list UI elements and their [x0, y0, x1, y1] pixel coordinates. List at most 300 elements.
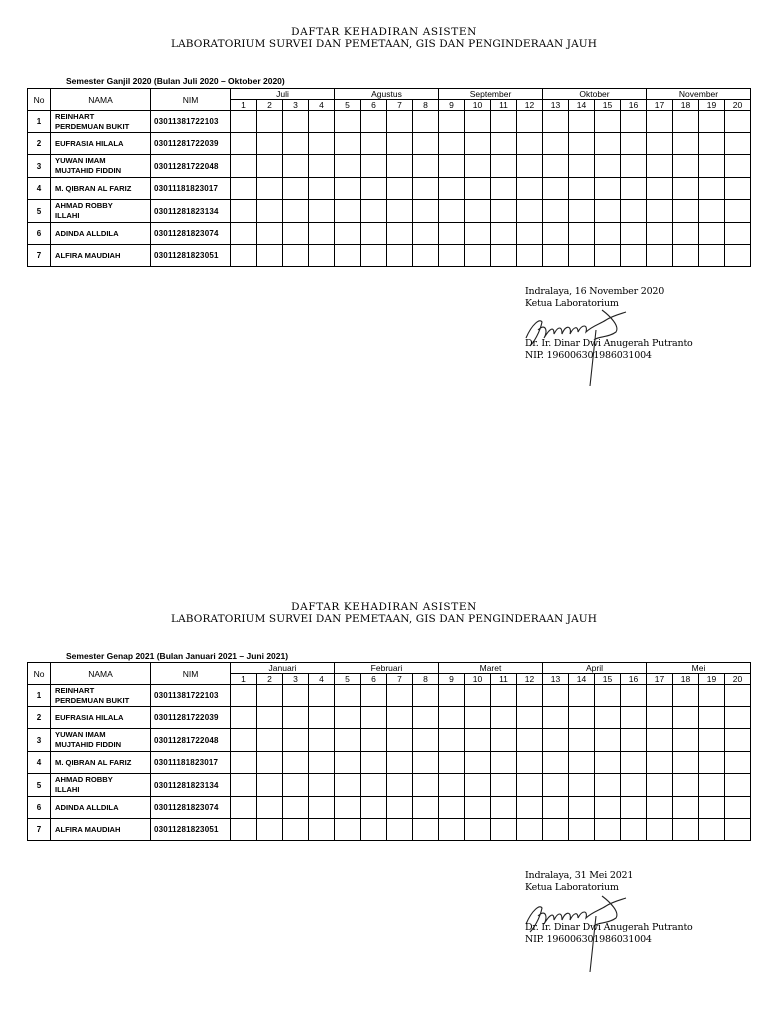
attendance-cell[interactable]: [361, 111, 387, 133]
attendance-cell[interactable]: [569, 155, 595, 178]
attendance-cell[interactable]: [621, 729, 647, 752]
attendance-cell[interactable]: [491, 223, 517, 245]
attendance-cell[interactable]: [595, 155, 621, 178]
attendance-cell[interactable]: [465, 685, 491, 707]
attendance-cell[interactable]: [231, 223, 257, 245]
attendance-cell[interactable]: [673, 774, 699, 797]
attendance-cell[interactable]: [673, 155, 699, 178]
attendance-cell[interactable]: [387, 133, 413, 155]
attendance-cell[interactable]: [413, 223, 439, 245]
row-no: 1: [28, 111, 51, 133]
attendance-cell[interactable]: [465, 178, 491, 200]
attendance-cell[interactable]: [725, 752, 751, 774]
attendance-cell[interactable]: [387, 111, 413, 133]
attendance-cell[interactable]: [725, 155, 751, 178]
attendance-cell[interactable]: [361, 797, 387, 819]
attendance-cell[interactable]: [257, 133, 283, 155]
attendance-cell[interactable]: [439, 797, 465, 819]
attendance-cell[interactable]: [543, 774, 569, 797]
attendance-cell[interactable]: [673, 245, 699, 267]
attendance-cell[interactable]: [699, 111, 725, 133]
attendance-cell[interactable]: [517, 133, 543, 155]
attendance-cell[interactable]: [309, 178, 335, 200]
attendance-cell[interactable]: [569, 685, 595, 707]
attendance-cell[interactable]: [699, 752, 725, 774]
attendance-cell[interactable]: [439, 245, 465, 267]
attendance-cell[interactable]: [569, 819, 595, 841]
attendance-cell[interactable]: [673, 223, 699, 245]
attendance-cell[interactable]: [465, 223, 491, 245]
attendance-cell[interactable]: [543, 200, 569, 223]
attendance-cell[interactable]: [491, 729, 517, 752]
attendance-cell[interactable]: [647, 155, 673, 178]
attendance-cell[interactable]: [309, 223, 335, 245]
attendance-cell[interactable]: [283, 797, 309, 819]
attendance-cell[interactable]: [621, 133, 647, 155]
attendance-cell[interactable]: [413, 111, 439, 133]
attendance-cell[interactable]: [231, 729, 257, 752]
attendance-cell[interactable]: [283, 223, 309, 245]
attendance-cell[interactable]: [543, 155, 569, 178]
row-no: 7: [28, 819, 51, 841]
header-month: Januari: [231, 663, 335, 674]
attendance-cell[interactable]: [283, 178, 309, 200]
attendance-cell[interactable]: [257, 752, 283, 774]
attendance-cell[interactable]: [699, 819, 725, 841]
attendance-cell[interactable]: [699, 685, 725, 707]
attendance-cell[interactable]: [543, 133, 569, 155]
attendance-cell[interactable]: [517, 797, 543, 819]
attendance-cell[interactable]: [569, 729, 595, 752]
attendance-cell[interactable]: [517, 178, 543, 200]
attendance-cell[interactable]: [491, 178, 517, 200]
attendance-cell[interactable]: [725, 819, 751, 841]
attendance-cell[interactable]: [361, 155, 387, 178]
attendance-cell[interactable]: [231, 245, 257, 267]
attendance-cell[interactable]: [543, 223, 569, 245]
attendance-cell[interactable]: [517, 223, 543, 245]
header-week: 10: [465, 674, 491, 685]
attendance-cell[interactable]: [465, 819, 491, 841]
attendance-cell[interactable]: [517, 729, 543, 752]
attendance-cell[interactable]: [361, 685, 387, 707]
attendance-cell[interactable]: [335, 245, 361, 267]
attendance-cell[interactable]: [517, 200, 543, 223]
attendance-cell[interactable]: [491, 774, 517, 797]
attendance-cell[interactable]: [309, 133, 335, 155]
attendance-cell[interactable]: [647, 752, 673, 774]
attendance-cell[interactable]: [361, 774, 387, 797]
attendance-cell[interactable]: [491, 685, 517, 707]
attendance-cell[interactable]: [387, 774, 413, 797]
attendance-cell[interactable]: [595, 729, 621, 752]
attendance-cell[interactable]: [517, 819, 543, 841]
attendance-cell[interactable]: [725, 245, 751, 267]
attendance-cell[interactable]: [647, 729, 673, 752]
attendance-cell[interactable]: [569, 223, 595, 245]
attendance-cell[interactable]: [439, 685, 465, 707]
attendance-cell[interactable]: [595, 245, 621, 267]
attendance-cell[interactable]: [725, 707, 751, 729]
attendance-cell[interactable]: [387, 223, 413, 245]
attendance-cell[interactable]: [699, 133, 725, 155]
header-week: 20: [725, 674, 751, 685]
attendance-cell[interactable]: [309, 707, 335, 729]
attendance-cell[interactable]: [361, 223, 387, 245]
attendance-cell[interactable]: [699, 774, 725, 797]
attendance-cell[interactable]: [517, 752, 543, 774]
signature-block: [525, 870, 693, 945]
attendance-cell[interactable]: [231, 111, 257, 133]
attendance-cell[interactable]: [595, 111, 621, 133]
attendance-cell[interactable]: [387, 797, 413, 819]
attendance-cell[interactable]: [283, 685, 309, 707]
attendance-cell[interactable]: [387, 819, 413, 841]
attendance-cell[interactable]: [673, 729, 699, 752]
attendance-cell[interactable]: [569, 133, 595, 155]
attendance-cell[interactable]: [699, 797, 725, 819]
row-no: 1: [28, 685, 51, 707]
attendance-cell[interactable]: [257, 178, 283, 200]
attendance-cell[interactable]: [699, 178, 725, 200]
attendance-cell[interactable]: [387, 752, 413, 774]
attendance-cell[interactable]: [517, 707, 543, 729]
attendance-cell[interactable]: [335, 155, 361, 178]
attendance-cell[interactable]: [257, 111, 283, 133]
attendance-cell[interactable]: [257, 155, 283, 178]
header-week: 8: [413, 674, 439, 685]
attendance-cell[interactable]: [439, 178, 465, 200]
semester-label: Semester Ganjil 2020 (Bulan Juli 2020 – Oktober 2020): [66, 76, 285, 86]
attendance-cell[interactable]: [309, 200, 335, 223]
attendance-cell[interactable]: [543, 707, 569, 729]
attendance-cell[interactable]: [465, 774, 491, 797]
attendance-cell[interactable]: [543, 797, 569, 819]
attendance-cell[interactable]: [283, 729, 309, 752]
attendance-cell[interactable]: [465, 729, 491, 752]
attendance-cell[interactable]: [231, 774, 257, 797]
attendance-cell[interactable]: [413, 819, 439, 841]
attendance-cell[interactable]: [309, 752, 335, 774]
attendance-cell[interactable]: [335, 133, 361, 155]
attendance-cell[interactable]: [543, 685, 569, 707]
attendance-cell[interactable]: [569, 245, 595, 267]
attendance-cell[interactable]: [283, 111, 309, 133]
attendance-cell[interactable]: [361, 178, 387, 200]
attendance-cell[interactable]: [647, 178, 673, 200]
attendance-cell[interactable]: [569, 178, 595, 200]
attendance-cell[interactable]: [595, 797, 621, 819]
attendance-cell[interactable]: [335, 819, 361, 841]
attendance-cell[interactable]: [491, 111, 517, 133]
attendance-cell[interactable]: [413, 685, 439, 707]
attendance-cell[interactable]: [309, 111, 335, 133]
row-nama: [51, 133, 151, 155]
attendance-cell[interactable]: [621, 200, 647, 223]
attendance-cell[interactable]: [491, 752, 517, 774]
attendance-cell[interactable]: [413, 707, 439, 729]
attendance-cell[interactable]: [283, 819, 309, 841]
attendance-cell[interactable]: [309, 155, 335, 178]
attendance-cell[interactable]: [647, 685, 673, 707]
attendance-cell[interactable]: [335, 729, 361, 752]
attendance-cell[interactable]: [621, 685, 647, 707]
attendance-cell[interactable]: [335, 752, 361, 774]
attendance-cell[interactable]: [335, 685, 361, 707]
header-week: 19: [699, 674, 725, 685]
attendance-cell[interactable]: [595, 223, 621, 245]
attendance-cell[interactable]: [725, 178, 751, 200]
attendance-cell[interactable]: [465, 245, 491, 267]
attendance-cell[interactable]: [517, 155, 543, 178]
attendance-cell[interactable]: [387, 155, 413, 178]
attendance-cell[interactable]: [413, 178, 439, 200]
attendance-cell[interactable]: [465, 155, 491, 178]
attendance-cell[interactable]: [491, 155, 517, 178]
attendance-cell[interactable]: [621, 178, 647, 200]
attendance-cell[interactable]: [335, 200, 361, 223]
attendance-cell[interactable]: [231, 178, 257, 200]
attendance-cell[interactable]: [647, 774, 673, 797]
attendance-cell[interactable]: [465, 133, 491, 155]
attendance-cell[interactable]: [595, 200, 621, 223]
attendance-cell[interactable]: [725, 774, 751, 797]
attendance-cell[interactable]: [621, 245, 647, 267]
attendance-cell[interactable]: [387, 200, 413, 223]
attendance-cell[interactable]: [283, 774, 309, 797]
attendance-cell[interactable]: [673, 111, 699, 133]
attendance-cell[interactable]: [517, 774, 543, 797]
attendance-cell[interactable]: [283, 245, 309, 267]
attendance-cell[interactable]: [569, 707, 595, 729]
attendance-cell[interactable]: [673, 133, 699, 155]
attendance-cell[interactable]: [699, 155, 725, 178]
attendance-cell[interactable]: [491, 133, 517, 155]
attendance-cell[interactable]: [725, 797, 751, 819]
attendance-cell[interactable]: [335, 797, 361, 819]
attendance-cell[interactable]: [569, 774, 595, 797]
attendance-cell[interactable]: [543, 111, 569, 133]
attendance-cell[interactable]: [309, 729, 335, 752]
attendance-cell[interactable]: [465, 797, 491, 819]
attendance-cell[interactable]: [517, 111, 543, 133]
attendance-cell[interactable]: [647, 111, 673, 133]
attendance-cell[interactable]: [387, 685, 413, 707]
attendance-cell[interactable]: [595, 819, 621, 841]
attendance-cell[interactable]: [413, 797, 439, 819]
attendance-cell[interactable]: [335, 223, 361, 245]
attendance-cell[interactable]: [439, 111, 465, 133]
attendance-cell[interactable]: [725, 685, 751, 707]
attendance-cell[interactable]: [439, 707, 465, 729]
attendance-cell[interactable]: [335, 111, 361, 133]
attendance-cell[interactable]: [725, 111, 751, 133]
attendance-cell[interactable]: [725, 200, 751, 223]
header-month: November: [647, 89, 751, 100]
attendance-cell[interactable]: [543, 245, 569, 267]
attendance-cell[interactable]: [621, 707, 647, 729]
attendance-cell[interactable]: [517, 685, 543, 707]
attendance-cell[interactable]: [647, 223, 673, 245]
attendance-cell[interactable]: [725, 729, 751, 752]
row-nama-line1: EUFRASIA HILALA: [55, 712, 124, 722]
attendance-cell[interactable]: [309, 245, 335, 267]
attendance-cell[interactable]: [465, 200, 491, 223]
header-no: No: [28, 663, 51, 685]
attendance-cell[interactable]: [491, 245, 517, 267]
attendance-cell[interactable]: [699, 223, 725, 245]
attendance-cell[interactable]: [335, 707, 361, 729]
attendance-cell[interactable]: [647, 245, 673, 267]
attendance-cell[interactable]: [491, 819, 517, 841]
attendance-cell[interactable]: [439, 155, 465, 178]
attendance-cell[interactable]: [387, 707, 413, 729]
attendance-cell[interactable]: [491, 707, 517, 729]
attendance-cell[interactable]: [361, 752, 387, 774]
attendance-cell[interactable]: [569, 111, 595, 133]
attendance-cell[interactable]: [361, 729, 387, 752]
attendance-cell[interactable]: [595, 707, 621, 729]
attendance-cell[interactable]: [673, 178, 699, 200]
row-nama-line2: ILLAHI: [55, 211, 80, 220]
attendance-cell[interactable]: [413, 774, 439, 797]
attendance-cell[interactable]: [413, 245, 439, 267]
attendance-cell[interactable]: [595, 133, 621, 155]
attendance-cell[interactable]: [439, 819, 465, 841]
attendance-cell[interactable]: [543, 729, 569, 752]
attendance-cell[interactable]: [621, 752, 647, 774]
attendance-cell[interactable]: [439, 752, 465, 774]
attendance-cell[interactable]: [647, 200, 673, 223]
attendance-cell[interactable]: [257, 729, 283, 752]
attendance-cell[interactable]: [439, 200, 465, 223]
attendance-cell[interactable]: [439, 133, 465, 155]
attendance-cell[interactable]: [361, 819, 387, 841]
attendance-cell[interactable]: [647, 133, 673, 155]
attendance-cell[interactable]: [361, 707, 387, 729]
attendance-cell[interactable]: [595, 685, 621, 707]
attendance-cell[interactable]: [621, 797, 647, 819]
attendance-cell[interactable]: [439, 223, 465, 245]
attendance-cell[interactable]: [465, 111, 491, 133]
attendance-cell[interactable]: [725, 223, 751, 245]
attendance-cell[interactable]: [621, 819, 647, 841]
attendance-cell[interactable]: [413, 752, 439, 774]
attendance-cell[interactable]: [491, 200, 517, 223]
attendance-cell[interactable]: [231, 819, 257, 841]
attendance-cell[interactable]: [309, 819, 335, 841]
attendance-cell[interactable]: [517, 245, 543, 267]
attendance-cell[interactable]: [309, 797, 335, 819]
table-row: [28, 752, 751, 774]
attendance-cell[interactable]: [257, 774, 283, 797]
attendance-cell[interactable]: [699, 200, 725, 223]
attendance-cell[interactable]: [231, 155, 257, 178]
attendance-cell[interactable]: [569, 752, 595, 774]
attendance-cell[interactable]: [309, 774, 335, 797]
attendance-cell[interactable]: [387, 245, 413, 267]
row-nama-line1: REINHART: [55, 111, 95, 121]
attendance-cell[interactable]: [569, 200, 595, 223]
attendance-cell[interactable]: [673, 200, 699, 223]
header-week: 1: [231, 100, 257, 111]
attendance-cell[interactable]: [647, 707, 673, 729]
attendance-cell[interactable]: [361, 133, 387, 155]
attendance-cell[interactable]: [231, 752, 257, 774]
attendance-cell[interactable]: [595, 752, 621, 774]
attendance-cell[interactable]: [257, 200, 283, 223]
attendance-cell[interactable]: [257, 223, 283, 245]
attendance-cell[interactable]: [673, 707, 699, 729]
attendance-cell[interactable]: [257, 819, 283, 841]
attendance-cell[interactable]: [647, 797, 673, 819]
attendance-cell[interactable]: [465, 707, 491, 729]
attendance-cell[interactable]: [699, 245, 725, 267]
attendance-cell[interactable]: [543, 752, 569, 774]
attendance-cell[interactable]: [439, 729, 465, 752]
attendance-cell[interactable]: [387, 178, 413, 200]
attendance-cell[interactable]: [335, 178, 361, 200]
attendance-cell[interactable]: [283, 200, 309, 223]
attendance-cell[interactable]: [673, 819, 699, 841]
attendance-cell[interactable]: [387, 729, 413, 752]
attendance-cell[interactable]: [283, 752, 309, 774]
attendance-cell[interactable]: [413, 729, 439, 752]
attendance-cell[interactable]: [543, 178, 569, 200]
attendance-cell[interactable]: [413, 155, 439, 178]
attendance-cell[interactable]: [647, 819, 673, 841]
attendance-cell[interactable]: [257, 245, 283, 267]
header-week: 10: [465, 100, 491, 111]
attendance-cell[interactable]: [283, 133, 309, 155]
attendance-cell[interactable]: [699, 729, 725, 752]
attendance-cell[interactable]: [361, 245, 387, 267]
attendance-cell[interactable]: [465, 752, 491, 774]
attendance-cell[interactable]: [283, 707, 309, 729]
attendance-cell[interactable]: [257, 797, 283, 819]
attendance-cell[interactable]: [621, 155, 647, 178]
attendance-cell[interactable]: [335, 774, 361, 797]
attendance-cell[interactable]: [621, 223, 647, 245]
attendance-cell[interactable]: [231, 685, 257, 707]
attendance-cell[interactable]: [231, 707, 257, 729]
attendance-cell[interactable]: [309, 685, 335, 707]
attendance-cell[interactable]: [543, 819, 569, 841]
attendance-cell[interactable]: [673, 797, 699, 819]
attendance-cell[interactable]: [699, 707, 725, 729]
attendance-cell[interactable]: [439, 774, 465, 797]
attendance-cell[interactable]: [361, 200, 387, 223]
attendance-cell[interactable]: [595, 178, 621, 200]
attendance-cell[interactable]: [231, 797, 257, 819]
attendance-cell[interactable]: [257, 685, 283, 707]
attendance-cell[interactable]: [673, 685, 699, 707]
attendance-cell[interactable]: [413, 200, 439, 223]
attendance-cell[interactable]: [673, 752, 699, 774]
attendance-cell[interactable]: [257, 707, 283, 729]
attendance-cell[interactable]: [621, 111, 647, 133]
attendance-cell[interactable]: [413, 133, 439, 155]
attendance-cell[interactable]: [569, 797, 595, 819]
attendance-cell[interactable]: [231, 133, 257, 155]
attendance-cell[interactable]: [491, 797, 517, 819]
attendance-cell[interactable]: [595, 774, 621, 797]
attendance-cell[interactable]: [231, 200, 257, 223]
attendance-cell[interactable]: [725, 133, 751, 155]
attendance-cell[interactable]: [621, 774, 647, 797]
attendance-cell[interactable]: [283, 155, 309, 178]
row-nama: [51, 819, 151, 841]
